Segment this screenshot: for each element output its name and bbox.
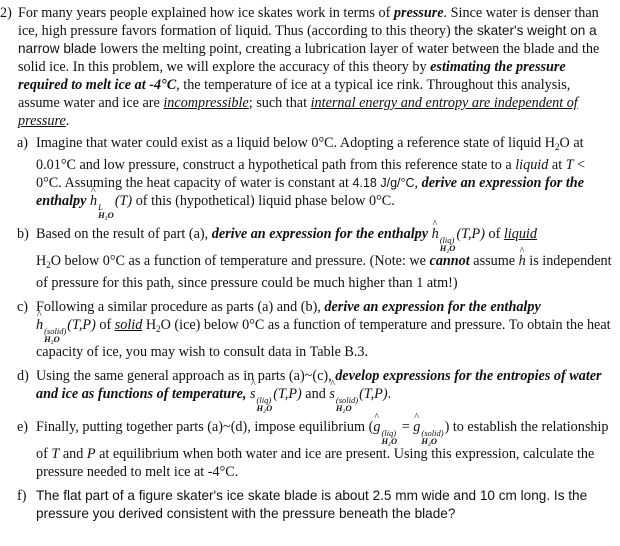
function-arg: (T,P) — [456, 226, 485, 242]
intro-text: lowers the melting point, creating a lubrication layer of water between the blade and the solid ice. In this problem, we will explore the accuracy of this theory by — [18, 41, 600, 75]
part-label: d) — [17, 368, 29, 384]
subscript: H₂O — [98, 210, 114, 220]
part-text: < 0°C. Assuming the heat capacity of water is constant at — [36, 157, 586, 191]
part-f — [0, 487, 614, 523]
intro-text: For many years people explained how ice skates work in terms of — [18, 5, 394, 21]
enthalpy-symbol: ^ h — [90, 192, 97, 210]
part-text: H — [142, 317, 157, 333]
part-label: e) — [17, 419, 29, 435]
subscript: H₂O — [381, 436, 398, 446]
subscript: 2 — [46, 260, 51, 270]
part-text: of this (hypothetical) liquid phase below 0°C. — [132, 193, 395, 209]
part-text: Is the pressure you derived consistent with the pressure beneath the blade? — [36, 488, 588, 521]
part-text: of — [484, 226, 504, 242]
superscript: (solid) — [335, 395, 359, 405]
entropy-symbol: ^ s — [250, 385, 256, 403]
part-label: f) — [17, 488, 27, 504]
part-label: b) — [17, 226, 29, 242]
function-arg: (T) — [114, 193, 133, 209]
enthalpy-symbol: ^ h — [36, 316, 43, 334]
part-text: Using the same general approach as in parts (a)~(c), — [36, 368, 336, 384]
part-text: assume — [469, 253, 519, 269]
problem-number: 2) — [0, 5, 12, 21]
part-text: Following a similar procedure as parts (a) and (b), — [36, 299, 325, 315]
sup-sub-stack — [336, 396, 358, 412]
variable-t: T — [51, 446, 60, 462]
part-text: Based on the result of part (a), — [36, 226, 212, 242]
superscript: (solid) — [44, 326, 67, 336]
part-text: liquid — [515, 157, 549, 173]
part-d — [0, 367, 614, 412]
part-text: The flat part of a figure skater's ice skate blade is about 2.5 mm wide and 10 cm long. — [36, 488, 551, 503]
part-e — [0, 418, 614, 481]
part-emphasis: cannot — [429, 253, 470, 269]
superscript: L — [98, 202, 103, 212]
subscript: 2 — [156, 324, 161, 334]
intro-text: ; such that — [248, 95, 311, 111]
part-b — [0, 225, 614, 292]
enthalpy-symbol: ^ h — [519, 252, 526, 270]
gibbs-symbol: ^ g — [413, 418, 420, 436]
intro-text: . — [65, 113, 70, 129]
part-text: and — [301, 386, 330, 402]
subscript: 2 — [555, 142, 560, 152]
solid-underlined: solid — [114, 317, 143, 333]
intro-incompressible: incompressible — [163, 95, 249, 111]
part-text: of — [95, 317, 115, 333]
function-arg: (T,P) — [359, 386, 388, 402]
sup-sub-stack — [421, 429, 443, 445]
part-text: . — [387, 386, 392, 402]
subscript: H₂O — [256, 403, 273, 413]
part-text: O (ice) below 0°C as a function of temperature and pressure. To obtain the heat capacity of ice, you may wish to consult data in Table B.3. — [36, 317, 611, 360]
part-text: and — [59, 446, 87, 462]
superscript: (liq) — [439, 235, 455, 245]
function-arg: (T,P) — [273, 386, 302, 402]
part-label: c) — [17, 299, 29, 315]
enthalpy-symbol: ^ h — [432, 225, 439, 243]
problem-2 — [0, 4, 614, 529]
part-text: Finally, putting together parts (a)~(d), impose equilibrium ( — [36, 419, 374, 435]
function-arg: (T,P) — [67, 317, 96, 333]
part-text: ) to establish the relationship of — [36, 419, 609, 462]
subscript: H₂O — [421, 436, 438, 446]
intro-skater-weight: the skater's weight on a narrow blade — [18, 23, 597, 56]
superscript: (solid) — [421, 428, 444, 438]
part-text: , — [414, 175, 422, 191]
subscript: H₂O — [335, 403, 352, 413]
subscript: H₂O — [44, 334, 60, 344]
intro-assumption: internal energy and entropy are independent of pressure — [18, 95, 578, 129]
part-text: H — [36, 253, 47, 269]
part-c — [0, 298, 614, 361]
part-label: a) — [17, 135, 29, 151]
part-a — [0, 134, 614, 219]
part-emphasis: develop expressions for the entropies of water and ice as functions of temperature, — [36, 368, 602, 402]
sup-sub-stack — [257, 396, 273, 412]
sup-sub-stack — [381, 429, 397, 445]
intro-goal-emphasis: estimating the pressure required to melt ice at -4°C — [18, 59, 566, 93]
problem-parts — [0, 134, 614, 523]
liquid-underlined: liquid — [503, 226, 537, 242]
superscript: (liq) — [381, 428, 397, 438]
equals-sign: = — [398, 419, 414, 435]
superscript: (liq) — [256, 395, 272, 405]
part-text: at equilibrium when both water and ice are present. Using this expression, calculate the pressure needed to melt ice at -4°C. — [36, 446, 595, 480]
problem-intro — [0, 4, 614, 130]
intro-text: . Since water is denser than ice, high pressure favors formation of liquid. Thus (according to this theory) — [18, 5, 599, 39]
part-emphasis: derive an expression for the enthalpy — [36, 175, 584, 209]
part-text: is independent of pressure for this path, since pressure could be much higher than 1 atm!) — [36, 253, 612, 291]
part-emphasis: derive an expression for the enthalpy — [211, 226, 429, 242]
part-text: O below 0°C as a function of temperature and pressure. (Note: we — [50, 253, 430, 269]
part-emphasis: derive an expression for the enthalpy — [324, 299, 541, 315]
gibbs-symbol: ^ g — [373, 418, 380, 436]
part-text: at — [548, 157, 566, 173]
sup-sub-stack — [44, 327, 66, 343]
sup-sub-stack — [440, 236, 456, 252]
entropy-symbol: ^ s — [329, 385, 335, 403]
sup-sub-stack — [98, 203, 114, 219]
intro-pressure-emphasis: pressure — [393, 5, 444, 21]
heat-capacity-value: 4.18 J/g/°C — [352, 176, 415, 190]
subscript: H₂O — [439, 243, 456, 253]
intro-text: , the temperature of ice at a typical ice rink. Throughout this analysis, assume water and ice are — [18, 77, 571, 111]
part-text: Imagine that water could exist as a liquid below 0°C. Adopting a reference state of liquid H — [36, 135, 556, 151]
variable-p: P — [86, 446, 96, 462]
variable-t: T — [565, 157, 574, 173]
part-text: O at 0.01°C and low pressure, construct a hypothetical path from this reference state to a — [36, 135, 584, 173]
